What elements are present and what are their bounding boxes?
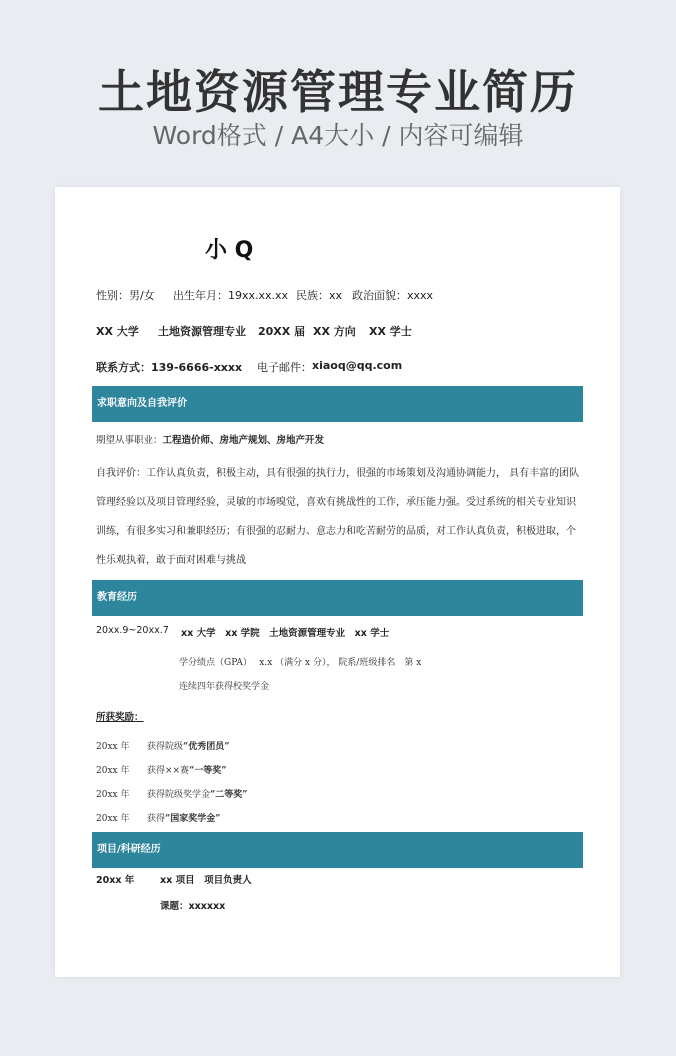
- direction: XX 方向: [313, 325, 356, 338]
- resume-name: 小 Q: [205, 238, 254, 263]
- award-name: “优秀团员”: [183, 742, 230, 752]
- job-intent: [96, 432, 324, 446]
- page-title: 土地资源管理专业简历: [98, 65, 578, 119]
- page-subtitle: Word格式 / A4大小 / 内容可编辑: [152, 121, 524, 150]
- section-header-education: 教育经历: [92, 580, 583, 616]
- email-label: 电子邮件：: [257, 361, 312, 374]
- project-detail: xx 项目 项目负责人: [160, 875, 252, 886]
- project-topic: 课题：xxxxxx: [160, 901, 226, 912]
- award-item: [147, 787, 247, 800]
- awards-title: 所获奖励：: [96, 712, 144, 723]
- award-prefix: 获得××赛: [147, 766, 190, 776]
- award-prefix: 获得院级: [147, 742, 184, 752]
- degree: XX 学士: [369, 325, 412, 338]
- award-year: 20xx 年: [96, 814, 130, 824]
- award-name: “一等奖”: [189, 766, 227, 776]
- school: XX 大学: [96, 325, 139, 338]
- award-prefix: 获得院级奖学金: [147, 790, 211, 800]
- major: 土地资源管理专业: [158, 325, 246, 338]
- edu-period: 20xx.9~20xx.7: [96, 625, 169, 636]
- award-name: “二等奖”: [210, 790, 248, 800]
- award-year: 20xx 年: [96, 790, 130, 800]
- political-status: 政治面貌：xxxx: [352, 289, 434, 302]
- award-item: [147, 763, 226, 776]
- email: xiaoq@qq.com: [312, 359, 403, 372]
- award-item: [147, 811, 220, 824]
- award-year: 20xx 年: [96, 766, 130, 776]
- resume-sheet: [55, 187, 620, 977]
- birth-date: 出生年月：19xx.xx.xx: [173, 289, 289, 302]
- section-header-project: 项目/科研经历: [92, 832, 583, 868]
- award-year: 20xx 年: [96, 742, 130, 752]
- section-header-intent: 求职意向及自我评价: [92, 386, 583, 422]
- gender: 性别：男/女: [96, 289, 155, 302]
- phone: 联系方式：139-6666-xxxx: [96, 361, 243, 374]
- ethnicity: 民族：xx: [296, 289, 343, 302]
- project-year: 20xx 年: [96, 875, 135, 886]
- edu-gpa: 学分绩点（GPA） x.x （满分 x 分）， 院系/班级排名 第 x: [179, 658, 422, 668]
- graduation-year: 20XX 届: [258, 325, 306, 338]
- self-evaluation: 自我评价：工作认真负责，积极主动，具有很强的执行力，很强的市场策划及沟通协调能力， 具有丰富的团队管理经验以及项目管理经验，灵敏的市场嗅觉，喜欢有挑战性的工作，承压能力强。受过系统的相关专业知识训练，有很多实习和兼职经历；有很强的忍耐力、意志力和吃苦耐劳的品质，对工作认真负责，积极进取，个性乐观执着，敢于面对困难与挑战: [96, 468, 580, 566]
- award-prefix: 获得: [147, 814, 166, 824]
- award-name: “国家奖学金”: [165, 814, 221, 824]
- edu-detail: xx 大学 xx 学院 土地资源管理专业 xx 学士: [181, 628, 390, 639]
- award-item: [147, 739, 229, 752]
- job-intent-label: 期望从事职业：: [96, 435, 163, 446]
- edu-scholarship: 连续四年获得校奖学金: [179, 682, 270, 692]
- job-intent-value: 工程造价师、房地产规划、房地产开发: [162, 435, 325, 446]
